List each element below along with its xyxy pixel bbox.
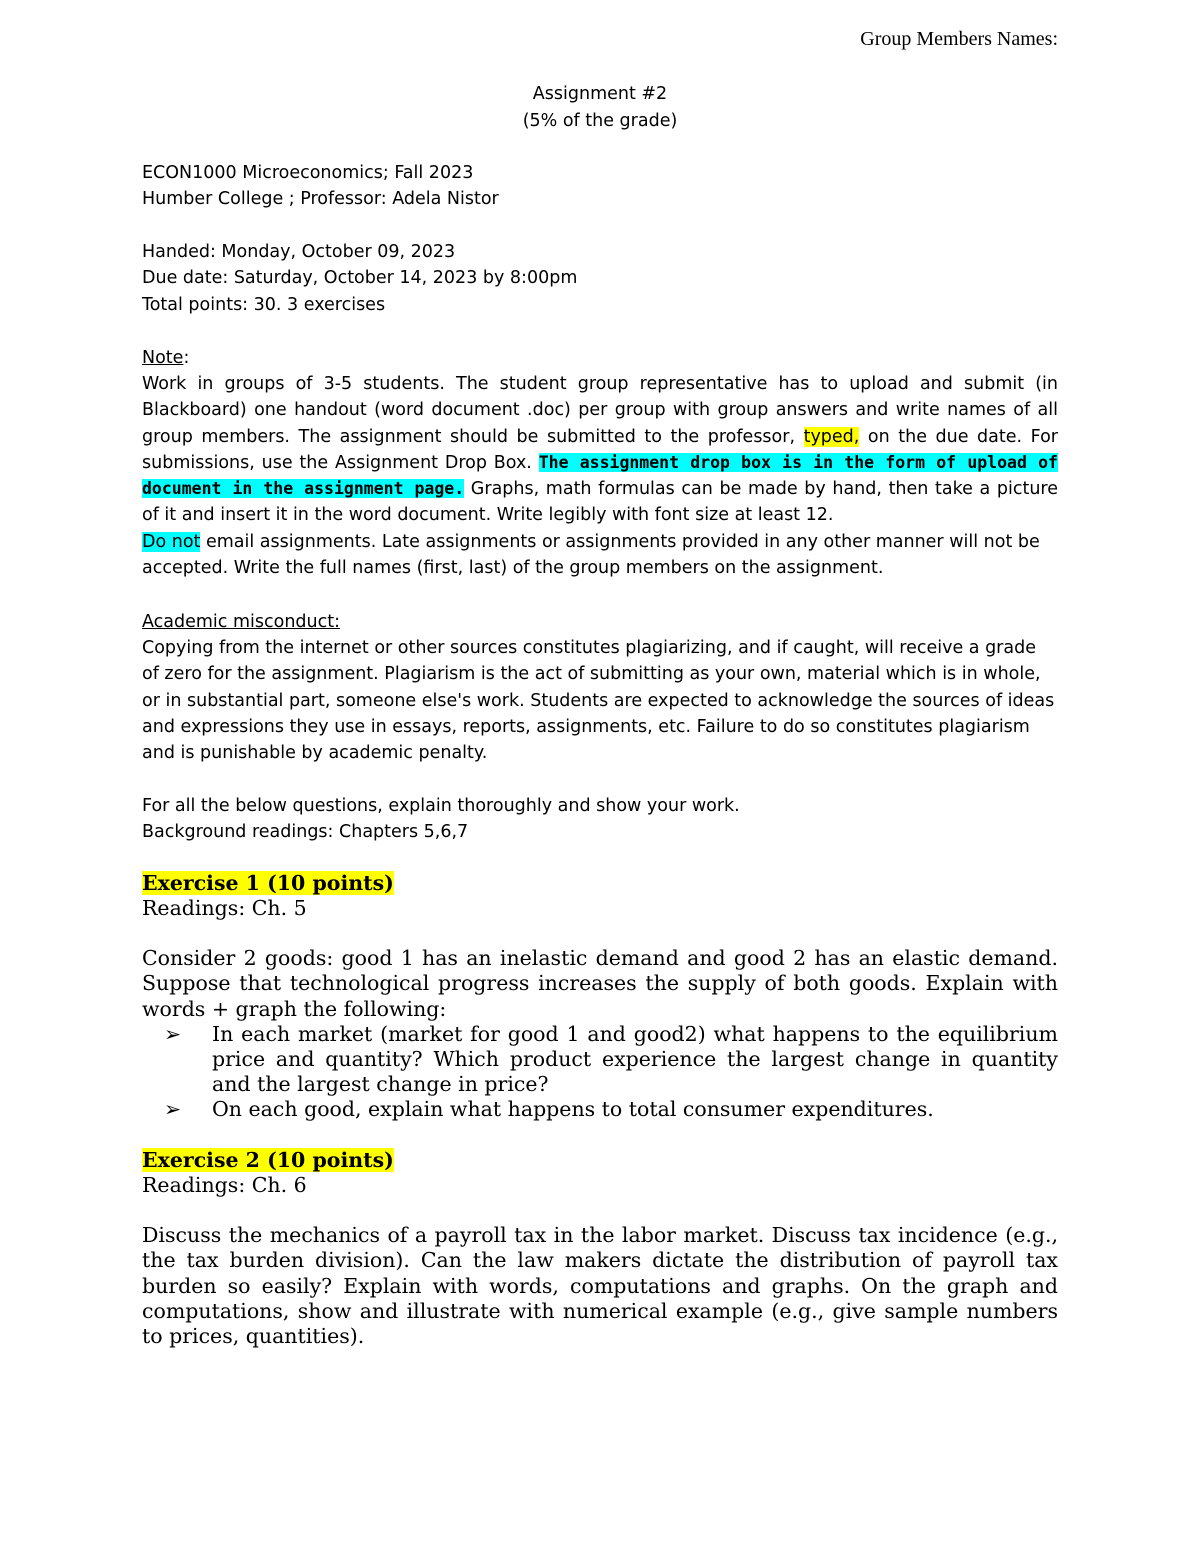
handed-date: Handed: Monday, October 09, 2023 [142, 242, 456, 262]
do-not-highlight: Do not [142, 532, 201, 552]
misconduct-heading-text: Academic misconduct: [142, 612, 341, 632]
exercise-2-text: Discuss the mechanics of a payroll tax in the labor market. Discuss tax incidence (e.g., the tax burden division). Can the law makers dictate the distribution of payroll tax burden so easily? Explain with words, computations and graphs. On the graph and computations, show and illustrate with numerical example (e.g., give sample numbers to prices, quantities). [142, 1223, 1058, 1349]
note-heading [142, 345, 1058, 371]
exercise-2-heading: Exercise 2 (10 points) [142, 1148, 394, 1172]
list-item [142, 1097, 1058, 1122]
note-text-2: email assignments. Late assignments or assignments provided in any other manner will not be accepted. Write the full names (first, last) of the group members on the assignment. [142, 532, 1040, 579]
list-item [142, 1022, 1058, 1098]
note-heading-text: Note [142, 348, 184, 368]
bullet-text: In each market (market for good 1 and good2) what happens to the equilibrium price and quantity? Which product experience the largest change in quantity and the largest change in price? [212, 1021, 1058, 1097]
note-colon: : [183, 348, 190, 368]
typed-highlight: typed, [803, 426, 860, 447]
misconduct-heading [142, 609, 1058, 635]
dates-block [142, 239, 1058, 318]
misconduct-text: Copying from the internet or other sources constitutes plagiarizing, and if caught, will receive a grade of zero for the assignment. Plagiarism is the act of submitting as your own, material which is in whole, or in substantial part, someone else's work. Students are expected to acknowledge the sources of ideas and expressions they use in essays, reports, assignments, etc. Failure to do so constitutes plagiarism and is punishable by academic penalty. [142, 638, 1055, 764]
grade-weight: (5% of the grade) [522, 111, 678, 131]
exercise-1-intro: Consider 2 goods: good 1 has an inelastic demand and good 2 has an elastic demand. Suppose that technological progress increases the supply of both goods. Explain with words + graph the following: [142, 946, 1058, 1021]
due-date: Due date: Saturday, October 14, 2023 by 8:00pm [142, 268, 578, 289]
exercise-1 [142, 870, 1058, 1123]
exercise-1-bullets [142, 1022, 1058, 1123]
instructions-line-1: For all the below questions, explain thoroughly and show your work. [142, 796, 740, 816]
instructions [142, 793, 1058, 846]
exercise-1-heading: Exercise 1 (10 points) [142, 871, 394, 895]
total-points: Total points: 30. 3 exercises [142, 294, 386, 315]
note-text-a: Work in groups of 3-5 students. The student group representative has to upload and submit (in Blackboard) one handout (word document .doc) per group with group answers and write names of all group members. The assignment should be submitted to the professor, [142, 374, 1058, 447]
note-text-b: on the due date. For submissions, use the Assignment Drop Box. [142, 426, 1058, 473]
note-paragraph [142, 371, 1058, 529]
course-name: ECON1000 Microeconomics; Fall 2023 [142, 163, 474, 183]
drop-box-highlight: The assignment drop box is in the form of upload of document in the assignment page. [142, 452, 1058, 499]
college-professor: Humber College ; Professor: Adela Nistor [142, 189, 499, 210]
exercise-1-readings: Readings: Ch. 5 [142, 896, 307, 920]
arrow-bullet-icon: ➢ [164, 1097, 182, 1122]
course-info [142, 160, 1058, 213]
arrow-bullet-icon: ➢ [164, 1021, 182, 1046]
note-text-c: Graphs, math formulas can be made by hand, then take a picture of it and insert it in the word document. Write legibly with font size at least 12. [142, 479, 1058, 526]
exercise-2 [142, 1147, 1058, 1349]
bullet-text: On each good, explain what happens to total consumer expenditures. [212, 1097, 934, 1122]
note-paragraph-2 [142, 529, 1058, 582]
exercise-2-readings: Readings: Ch. 6 [142, 1173, 307, 1197]
assignment-title: Assignment #2 [532, 84, 668, 104]
group-members-label: Group Members Names: [860, 28, 1058, 50]
background-readings: Background readings: Chapters 5,6,7 [142, 822, 469, 843]
